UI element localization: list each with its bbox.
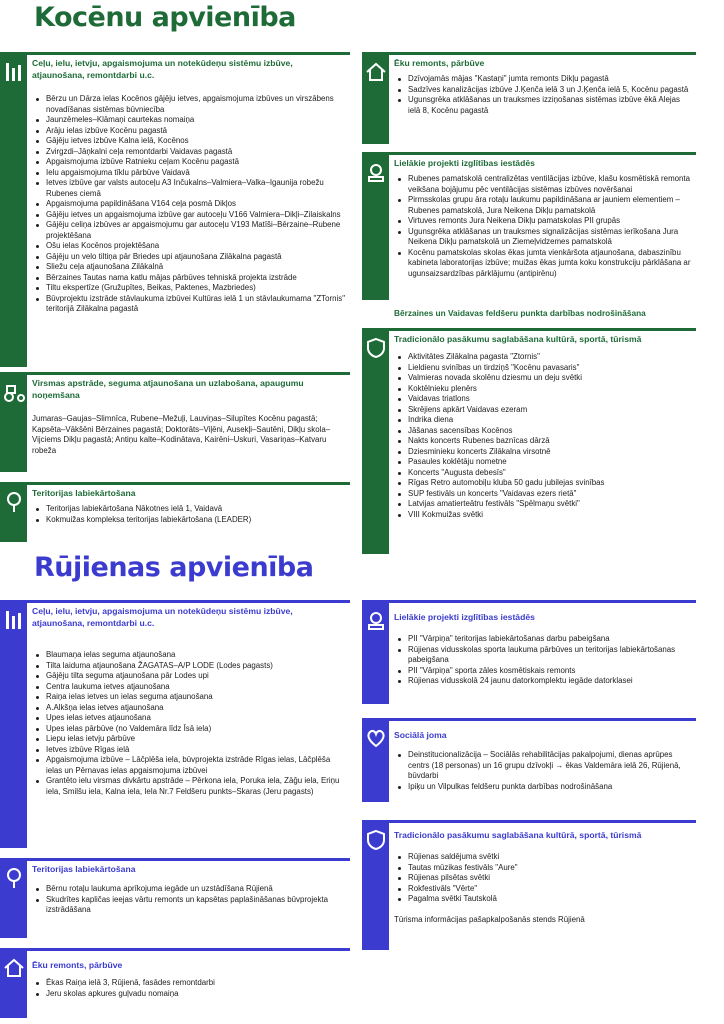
- list-item: Arāju ielas izbūve Kocēnu pagastā: [32, 126, 346, 137]
- list-item: Apgaismojuma izbūve Ratnieku ceļam Kocēnu pagastā: [32, 157, 346, 168]
- list-item: Koktēlnieku plenērs: [394, 384, 692, 395]
- tree-icon: [2, 490, 26, 514]
- list-item: Liepu ielas ietvju pārbūve: [32, 734, 346, 745]
- rujienas-roads-title: Ceļu, ielu, ietvju, apgaismojuma un notekūdeņu sistēmu izbūve, atjaunošana, remontdarbi u.c.: [32, 606, 293, 628]
- list-item: Upes ielas pārbūve (no Valdemāra līdz Īsā iela): [32, 724, 346, 735]
- list-item: Sadzīves kanalizācijas izbūve J.Ķenča ielā 3 un J.Ķenča ielā 5, Kocēnu pagastā: [394, 85, 692, 96]
- list-item: Rūjienas vidusskolas sporta laukuma pārbūves un teritorijas labiekārtošanas pabeigšana: [394, 645, 692, 666]
- list-item: Latvijas amatierteātru festivāls "Spēlmaņu svētki": [394, 499, 692, 510]
- rujienas-education-title: Lielākie projekti izglītības iestādēs: [394, 612, 535, 622]
- bullet-list: [32, 884, 346, 916]
- bullet-list: [32, 504, 346, 525]
- kocenu-surface-title: Virsmas apstrāde, seguma atjaunošana un uzlabošana, apaugumu noņemšana: [32, 378, 304, 400]
- list-item: Jeru skolas apkures guļvadu nomaiņa: [32, 989, 346, 1000]
- list-item: Sliežu ceļa atjaunošana Zilākalnā: [32, 262, 346, 273]
- kocenu-buildings-title: Ēku remonts, pārbūve: [394, 58, 485, 68]
- house-icon: [2, 956, 26, 980]
- list-item: Būvprojektu izstrāde stāvlaukuma izbūvei Kultūras ielā 1 un stāvlaukumama "ZTornis" teritorijā Zilākalna pagastā: [32, 294, 346, 315]
- list-item: Upes ielas ietves atjaunošana: [32, 713, 346, 724]
- list-item: Deinstitucionalizācija – Sociālās rehabilitācijas pakalpojumi, dienas aprūpes centrs (18 personas) un 16 grupu dzīvokļi → ēkas Valdemāra ielā 26, Rūjienā, būvdarbi: [394, 750, 692, 782]
- list-item: Aktivitātes Zilākalna pagasta "Ztornis": [394, 352, 692, 363]
- list-item: Ēkas Raiņa ielā 3, Rūjienā, fasādes remontdarbi: [32, 978, 346, 989]
- rujienas-territory-title: Teritorijas labiekārtošana: [32, 864, 136, 874]
- list-item: Gājēju tilta seguma atjaunošana pār Lodes upi: [32, 671, 346, 682]
- list-item: Dzīvojamās mājas "Kastaņi" jumta remonts Dikļu pagastā: [394, 74, 692, 85]
- tree-icon: [2, 866, 26, 890]
- tractor-icon: [2, 380, 26, 404]
- list-item: Rīgas Retro automobiļu kluba 50 gadu jubilejas svinības: [394, 478, 692, 489]
- kocenu-title: Kocēnu apvienība: [34, 2, 296, 33]
- list-item: Tautas mūzikas festivāls "Aure": [394, 863, 692, 874]
- list-item: Lieldienu svinības un tirdziņš "Kocēnu pavasaris": [394, 363, 692, 374]
- list-item: Rūjienas saldējuma svētki: [394, 852, 692, 863]
- rujienas-territory-section: [0, 858, 350, 938]
- list-item: Rūjienas vidusskolā 24 jaunu datorkomplektu iegāde datorklasei: [394, 676, 692, 687]
- list-item: Virtuves remonts Jura Neikena Dikļu pamatskolas PII grupās: [394, 216, 692, 227]
- list-item: Pagalma svētki Tautskolā: [394, 894, 692, 905]
- list-item: Skudrītes kapličas ieejas vārtu remonts un kapsētas paplašināšanas būvprojekta izstrādāšana: [32, 895, 346, 916]
- list-item: Blaumaņa ielas seguma atjaunošana: [32, 650, 346, 661]
- kocenu-roads-title: Ceļu, ielu, ietvju, apgaismojuma un notekūdeņu sistēmu izbūve, atjaunošana, remontdarbi u.c.: [32, 58, 293, 80]
- rujienas-title: Rūjienas apvienība: [34, 552, 314, 583]
- rujienas-education-section: [362, 600, 696, 704]
- list-item: Ipiķu un Vilpulkas feldšeru punkta darbības nodrošināšana: [394, 782, 692, 793]
- bullet-list: [394, 74, 692, 116]
- list-item: Gājēju ietves izbūve Kalna ielā, Kocēnos: [32, 136, 346, 147]
- kocenu-territory-section: [0, 482, 350, 542]
- road-icon: [2, 608, 26, 632]
- list-item: Gājēju ietves un apgaismojuma izbūve gar autoceļu V166 Valmiera–Dikļi–Zilaiskalns: [32, 210, 346, 221]
- list-item: Indrika diena: [394, 415, 692, 426]
- kocenu-surface-text: Jumaras–Gaujas–Slimnīca, Rubene–Mežuļi, Lauviņas–Silupītes Kocēnu pagastā; Kapsēta–Vākšēni Bērzaines pagastā; Doktorāts–Viļēni, Ausekļi–Sautēni, Dikļu skola–Vijciems Dikļu pagastā; Antiņu kalte–Kodinātava, Kairēni–Uskuri, Vasariņas–Katvaru robeža: [32, 414, 331, 455]
- rujienas-buildings-title: Ēku remonts, pārbūve: [32, 960, 123, 970]
- list-item: VIII Kokmuižas svētki: [394, 510, 692, 521]
- list-item: Zvirgzdi–Jāņkalni ceļa remontdarbi Vaidavas pagastā: [32, 147, 346, 158]
- list-item: SUP festivāls un koncerts "Vaidavas ezers rietā": [394, 489, 692, 500]
- rujienas-buildings-section: [0, 948, 350, 1018]
- list-item: Tiltu ekspertīze (Gružupītes, Beikas, Paktenes, Mazbriedes): [32, 283, 346, 294]
- bullet-list: [394, 750, 692, 792]
- kocenu-roads-section: [0, 52, 350, 367]
- list-item: Skrējiens apkārt Vaidavas ezeram: [394, 405, 692, 416]
- list-item: Gājēju celiņa izbūves ar apgaismojumu gar autoceļu V193 Matīši–Bērzaine–Rubene projektēšana: [32, 220, 346, 241]
- list-item: Ošu ielas Kocēnos projektēšana: [32, 241, 346, 252]
- bullet-list: [394, 634, 692, 687]
- road-icon: [2, 60, 26, 84]
- bullet-list: [394, 852, 692, 905]
- list-item: Vaidavas triatlons: [394, 394, 692, 405]
- kocenu-culture-section: [362, 328, 696, 554]
- list-item: Rokfestivāls "Vērte": [394, 884, 692, 895]
- list-item: Rūjienas pilsētas svētki: [394, 873, 692, 884]
- list-item: PII "Vārpiņa" sporta zāles kosmētiskais remonts: [394, 666, 692, 677]
- list-item: PII "Vārpiņa" teritorijas labiekārtošanas darbu pabeigšana: [394, 634, 692, 645]
- list-item: Ietves izbūve gar valsts autoceļu A3 Inčukalns–Valmiera–Valka–Igaunija robežu Rubenes ciemā: [32, 178, 346, 199]
- rujienas-roads-section: [0, 600, 350, 848]
- list-item: Gājēju un velo tiltiņa pār Briedes upi atjaunošana Zilākalna pagastā: [32, 252, 346, 263]
- kocenu-territory-title: Teritorijas labiekārtošana: [32, 488, 136, 498]
- list-item: Centra laukuma ietves atjaunošana: [32, 682, 346, 693]
- list-item: Ielu apgaismojuma tīklu pārbūve Vaidavā: [32, 168, 346, 179]
- shield-emblem-icon: [364, 828, 388, 852]
- rujienas-culture-title: Tradicionālo pasākumu saglabāšana kultūrā, sportā, tūrismā: [394, 830, 642, 840]
- kocenu-feldsher-heading: Bērzaines un Vaidavas feldšeru punkta darbības nodrošināšana: [394, 308, 646, 318]
- list-item: Nakts koncerts Rubenes baznīcas dārzā: [394, 436, 692, 447]
- list-item: Bērnu rotaļu laukuma aprīkojuma iegāde un uzstādīšana Rūjienā: [32, 884, 346, 895]
- list-item: Kocēnu pamatskolas skolas ēkas jumta vienkāršota atjaunošana, dabaszinību kabineta laboratorijas izbūve; muižas ēkas jumta koku konstrukciju pārklāšana ar ugunsaizsardzības pārklājumu (antipirēnu): [394, 248, 692, 280]
- heart-hand-icon: [364, 726, 388, 750]
- kocenu-education-section: [362, 152, 696, 300]
- kocenu-buildings-section: [362, 52, 696, 144]
- rujienas-culture-note: Tūrisma informācijas pašapkalpošanās stends Rūjienā: [394, 914, 585, 924]
- apple-books-icon: [364, 608, 388, 632]
- list-item: Teritorijas labiekārtošana Nākotnes ielā 1, Vaidavā: [32, 504, 346, 515]
- list-item: Apgaismojuma izbūve – Lāčplēša iela, būvprojekta izstrāde Rīgas ielas, Lāčplēša ielas un Pērnavas ielas apgaismojuma izbūvei: [32, 755, 346, 776]
- list-item: Tilta laiduma atjaunošana ŽAGATAS–A/P LODE (Lodes pagasts): [32, 661, 346, 672]
- list-item: Bērzaines Tautas nama katlu mājas pārbūves tehniskā projekta izstrāde: [32, 273, 346, 284]
- list-item: Koncerts "Augusta debesīs": [394, 468, 692, 479]
- list-item: Pasaules koklētāju nometne: [394, 457, 692, 468]
- rujienas-social-title: Sociālā joma: [394, 730, 447, 740]
- list-item: Pirmsskolas grupu āra rotaļu laukumu papildināšana ar jauniem elementiem – Rubenes pamatskolā, Jura Neikena Dikļu pamatskolā: [394, 195, 692, 216]
- list-item: Apgaismojuma papildināšana V164 ceļa posmā Dikļos: [32, 199, 346, 210]
- apple-books-icon: [364, 160, 388, 184]
- list-item: Raiņa ielas ietves un ielas seguma atjaunošana: [32, 692, 346, 703]
- bullet-list: [32, 978, 346, 999]
- rujienas-social-section: [362, 718, 696, 802]
- shield-emblem-icon: [364, 336, 388, 360]
- list-item: Ietves izbūve Rīgas ielā: [32, 745, 346, 756]
- list-item: A.Alkšņa ielas ietves atjaunošana: [32, 703, 346, 714]
- list-item: Jaunzēmeles–Klāmaņi caurtekas nomaiņa: [32, 115, 346, 126]
- kocenu-surface-section: [0, 372, 350, 472]
- list-item: Kokmuižas kompleksa teritorijas labiekārtošana (LEADER): [32, 515, 346, 526]
- bullet-list: [394, 174, 692, 279]
- bullet-list: [394, 352, 692, 520]
- list-item: Dziesminieku koncerts Zilākalna virsotnē: [394, 447, 692, 458]
- list-item: Bērzu un Dārza ielas Kocēnos gājēju ietves, apgaismojuma izbūves un virszābens novadīšanas sistēmas būvniecība: [32, 94, 346, 115]
- bullet-list: [32, 94, 346, 315]
- list-item: Jāšanas sacensības Kocēnos: [394, 426, 692, 437]
- bullet-list: [32, 650, 346, 797]
- list-item: Valmieras novada skolēnu dziesmu un deju svētki: [394, 373, 692, 384]
- list-item: Grantēto ielu virsmas divkārtu apstrāde – Pērkona iela, Poruka iela, Zāğu iela, Eriņu iela, Smilšu iela, Kalna iela, Iela Nr.7 Feldšeru punkts–Skaras (Jeru pagasts): [32, 776, 346, 797]
- list-item: Rubenes pamatskolā centralizētas ventilācijas izbūve, klašu kosmētiskā remonta veikšana bojājumu pēc ventilācijas sistēmas izbūves novēršanai: [394, 174, 692, 195]
- house-icon: [364, 60, 388, 84]
- list-item: Ugunsgrēka atklāšanas un trauksmes izziņošanas sistēmas izbūve ēkā Alejas ielā 8, Kocēnu pagastā: [394, 95, 692, 116]
- kocenu-education-title: Lielākie projekti izglītības iestādēs: [394, 158, 535, 168]
- list-item: Ugunsgrēka atklāšanas un trauksmes signalizācijas sistēmas ierīkošana Jura Neikena Dikļu pamatskolā un Ziemeļvidzemes pamatskolā: [394, 227, 692, 248]
- rujienas-culture-section: [362, 820, 696, 950]
- kocenu-culture-title: Tradicionālo pasākumu saglabāšana kultūrā, sportā, tūrismā: [394, 334, 642, 344]
